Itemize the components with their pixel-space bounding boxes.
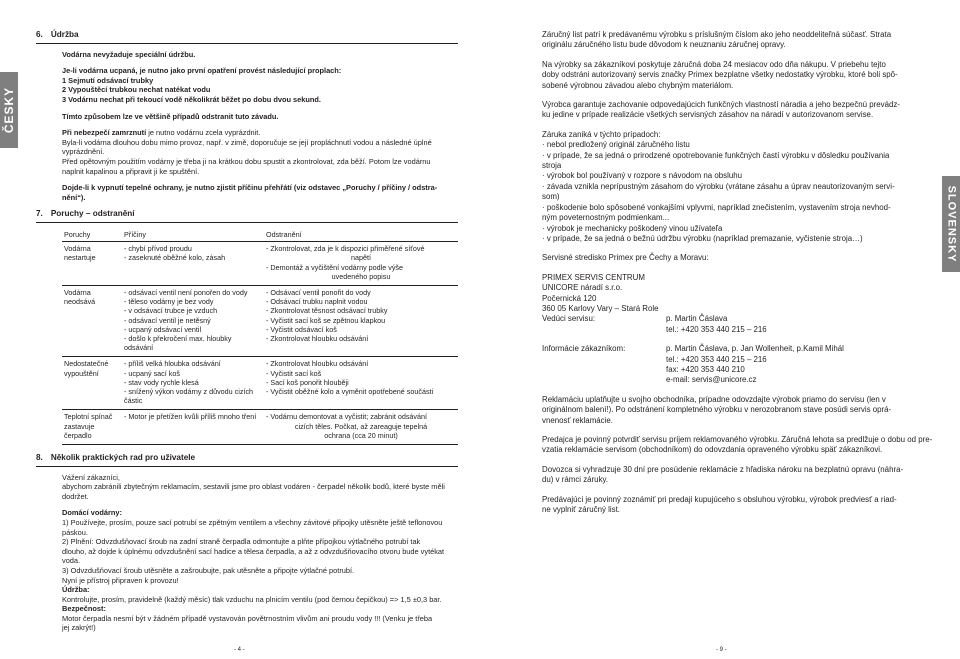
table-cell-causes: [122, 242, 264, 286]
table-cell-fix: [264, 242, 458, 286]
cell-line: - Vyčistit oběžné kolo a vyměnit opotřebené součásti: [266, 386, 434, 396]
cell-line: - Odsávací ventil ponořit do vody: [266, 287, 371, 297]
greeting: Vážení zákazníci, abychom zabránili zbytečným reklamacím, sestavili jsme pro oblast vodáren - čerpadel několik bodů, které byste měli dodržet.: [62, 472, 445, 501]
left-page: [36, 30, 458, 640]
cell-line: napětí: [351, 253, 371, 263]
cell-line: - Motor je přetížen kvůli příliš mnoho tření: [124, 412, 257, 422]
cell-line: Teplotní spínač: [64, 412, 113, 422]
language-tab-czech: [0, 72, 18, 148]
tips-block: Domácí vodárny: 1) Používejte, prosím, pouze sací potrubí se zpětným ventilem a všechny závitové připojky utěsněte ještě teflonovou páskou. 2) Plnění: Odvzdušňovací šroub na zadní straně čerpadla odmontujte a plňte přípojkou výtlačného potrubí tak dlouho, až dojde k úplnému odvzdušnění sací hadice a tělesa čerpadla, a až z odvzdušňovacího otvoru bude vytékat voda. 3) Odvzdušňovací šroub utěsněte a zašroubujte, pak utěsněte a připojte výtlačné potrubí. Nyní je přístroj připraven k provozu! Údržba: Kontrolujte, prosím, pravidelně (každý měsíc) tlak vzduchu na plnicím ventilu (pod černou čepičkou) => 1,5 ±0,3 bar. Bezpečnost: Motor čerpadla nesmí být v žádném případě vystavován povětrnostním vlivům ani proudu vody !!! (Venku je třeba jej zakrýt!): [62, 508, 445, 633]
cell-line: - chybí přívod proudu: [124, 244, 192, 254]
table-cell-causes: [122, 410, 264, 445]
table-cell-fault: [62, 285, 122, 356]
table-header: Poruchy: [62, 229, 122, 242]
thermal-protection-note: Dojde-li k vypnutí tepelné ochrany, je nutno zjistit příčinu přehřátí (viz odstavec „Poruchy / příčiny / odstra- nění“).: [62, 183, 438, 202]
seller-paragraph: Predávajúci je povinný zoznámiť pri predaji kupujúceho s obsluhou výrobku, výrobok predviesť a riad- ne vyplniť záručný list.: [542, 494, 897, 515]
cell-line: - Vodárnu demontovat a vyčistit; zabránit odsávání: [266, 412, 428, 422]
cell-line: - stav vody rychle klesá: [124, 377, 199, 387]
fault-table: [62, 229, 458, 445]
service-contact: Vedúci servisu: p. Martin Čáslava tel.: +420 353 440 215 – 216: [542, 314, 767, 334]
blocked-instructions: Je-li vodárna ucpaná, je nutno jako první opatření provést následující proplach: 1 Sejmutí odsávací trubky 2 Vypouštěcí trubkou nechat natékat vodu 3 Vodárnu nechat při tekoucí vodě několikrát běžet po dobu dvou sekund.: [62, 66, 342, 104]
table-cell-causes: [122, 357, 264, 410]
cell-line: - ucpaný sací koš: [124, 368, 180, 378]
language-tab-label: SLOVENSKY: [945, 185, 958, 263]
customer-info: Informácie zákazníkom: p. Martin Čáslava, p. Jan Wollenheit, p.Kamil Mihál tel.: +420 353 440 215 – 216 fax: +420 353 440 210 e-mail: servis@unicore.cz: [542, 344, 844, 385]
cell-line: cizích těles. Počkat, až zareaguje tepelná: [294, 421, 428, 431]
cell-line: - ucpaný odsávací ventil: [124, 324, 202, 334]
cell-line: uvedeného popisu: [331, 271, 391, 281]
warranty-expiry: Záruka zaniká v týchto prípadoch: · nebol predložený originál záručného listu · v prípade, že sa jedná o prirodzené opotrebovanie funkčných častí výrobku v dôsledku používania stroja · výrobok bol používaný v rozpore s návodom na obsluhu · závada vznikla neprípustným zásahom do výrobku (vrátane zásahu a úprav neautorizovaným servi- som) · poškodenie bolo spôsobené vonkajšími vplyvmi, napríklad znečistením, vystavením stroja nevhod- ným poveternostným podmienkam... · výrobok je mechanicky poškodený vinou užívateľa · v prípade, že sa jedná o bežnú údržbu výrobku (napríklad premazanie, vyčistenie stroja…): [542, 129, 895, 243]
blocked-note: Tímto způsobem lze ve většině případů odstranit tuto závadu.: [62, 111, 279, 121]
table-cell-fix: [264, 410, 458, 445]
table-cell-fix: [264, 357, 458, 410]
cell-line: - snížený výkon vodárny z důvodu cizích: [124, 386, 254, 396]
page-number: - 9 -: [716, 647, 727, 653]
company-address: PRIMEX SERVIS CENTRUM UNICORE náradí s.r.o. Počernická 120 360 05 Karlovy Vary – Stará Role: [542, 272, 659, 313]
cell-line: - Zkontrolovat těsnost odsávací trubky: [266, 306, 388, 316]
cell-line: - příliš velká hloubka odsávání: [124, 359, 221, 369]
warranty-period: Na výrobky sa zákazníkovi poskytuje záručná doba 24 mesiacov odo dňa nákupu. V priebehu tejto doby odstráni autorizovaný servis značky Primex bezplatne všetky nedostatky výrobku, ktoré boli spô- sobené výrobnou závadou alebo chybným materiálom.: [542, 59, 898, 90]
cell-line: Vodárna: [64, 244, 91, 254]
table-cell-fault: [62, 357, 122, 410]
cell-line: - Demontáž a vyčištění vodárny podle výše: [266, 262, 404, 272]
page-number: - 4 -: [234, 647, 245, 653]
cell-line: - Odsávací trubku naplnit vodou: [266, 297, 368, 307]
right-page: [542, 30, 932, 524]
language-tab-label: ČESKY: [2, 86, 16, 134]
cell-line: vypouštění: [64, 368, 99, 378]
cell-line: ochrana (cca 20 minut): [324, 430, 398, 440]
warranty-paragraph: Záručný list patrí k predávanému výrobku s príslušným číslom ako jeho neoddeliteľná súčasť. Strata originálu záručného listu bude dôvodom k neuznaniu záručnej opravy.: [542, 30, 892, 50]
table-header: Příčiny: [122, 229, 264, 242]
cell-line: zastavuje: [64, 421, 95, 431]
cell-line: částic: [124, 396, 143, 406]
cell-line: Nedostatečné: [64, 359, 109, 369]
cell-line: neodsává: [64, 297, 96, 307]
table-cell-fault: [62, 410, 122, 445]
cell-line: - odsávací ventil není ponořen do vody: [124, 287, 248, 297]
table-cell-causes: [122, 285, 264, 356]
cell-line: čerpadlo: [64, 430, 92, 440]
confirmation-paragraph: Predajca je povinný potvrdiť servisu príjem reklamovaného výrobku. Záručná lehota sa predlžuje o dobu od pre- vzatia reklamácie servisom (obchodníkom) do odovzdania opraveného výrobku späť zákazníkovi.: [542, 435, 933, 455]
table-cell-fix: [264, 285, 458, 356]
section-heading-maintenance: 6. Údržba: [36, 30, 458, 44]
table-header: Odstranění: [264, 229, 458, 242]
assessment-paragraph: Dovozca si vyhradzuje 30 dní pre posúdenie reklamácie z hľadiska nároku na bezplatnú opravu (náhra- du) v rámci záruky.: [542, 464, 904, 485]
cell-line: - těleso vodárny je bez vody: [124, 297, 214, 307]
cell-line: - v odsávací trubce je vzduch: [124, 306, 218, 316]
section-heading-faults: 7. Poruchy – odstranění: [36, 209, 458, 223]
cell-line: - odsávací ventil je netěsný: [124, 315, 211, 325]
table-row: [62, 242, 458, 286]
maintenance-intro: Vodárna nevyžaduje speciální údržbu.: [62, 49, 196, 59]
cell-line: - Sací koš ponořit hlouběji: [266, 377, 349, 387]
cell-line: - Vyčistit odsávací koš: [266, 324, 337, 334]
table-row: [62, 410, 458, 445]
table-row: [62, 285, 458, 356]
frost-paragraph: Při nebezpečí zamrznutí je nutno vodárnu zcela vyprázdnit. Byla-li vodárna dlouhou dobu mimo provoz, např. v zimě, doporučuje se její propláchnutí vodou a následné úplné vyprázdnění. Před opětovným použitím vodárny je třeba ji na krátkou dobu spustit a zkontrolovat, zda běží. Potom lze vodárnu naplnit kapalinou a připravit ji ke spuštění.: [62, 128, 432, 176]
table-cell-fault: [62, 242, 122, 286]
cell-line: Vodárna: [64, 287, 91, 297]
cell-line: - došlo k překročení max. hloubky: [124, 333, 232, 343]
table-row: [62, 357, 458, 410]
cell-line: - Zkontrolovat hloubku odsávání: [266, 333, 369, 343]
claims-paragraph: Reklamáciu uplatňujte u svojho obchodníka, prípadne odovzdajte výrobok priamo do servisu (len v originálnom balení!). Po odstránení kompletného výrobku v nerozobranom stave posúdi servis oprá- vnenosť reklamácie.: [542, 394, 892, 425]
section-heading-tips: 8. Několik praktických rad pro uživatele: [36, 453, 458, 467]
cell-line: - Zkontrolovat, zda je k dispozici přiměřené síťové: [266, 244, 425, 254]
cell-line: - zaseknuté oběžné kolo, zásah: [124, 253, 226, 263]
service-intro: Servisné stredisko Primex pre Čechy a Moravu:: [542, 253, 709, 263]
language-tab-slovak: [942, 176, 960, 272]
cell-line: - Zkontrolovat hloubku odsávání: [266, 359, 369, 369]
cell-line: - Vyčistit sací koš: [266, 368, 322, 378]
cell-line: nestartuje: [64, 253, 96, 263]
cell-line: - Vyčistit sací koš se zpětnou klapkou: [266, 315, 386, 325]
warranty-conditions: Výrobca garantuje zachovanie odpovedajúcich funkčných vlastností náradia a jeho bezpečnú prevádz- ku jedine v prípade realizácie všetkých servisných zásahov na náradí v autorizovanom servise.: [542, 100, 900, 120]
cell-line: odsávání: [124, 343, 154, 353]
